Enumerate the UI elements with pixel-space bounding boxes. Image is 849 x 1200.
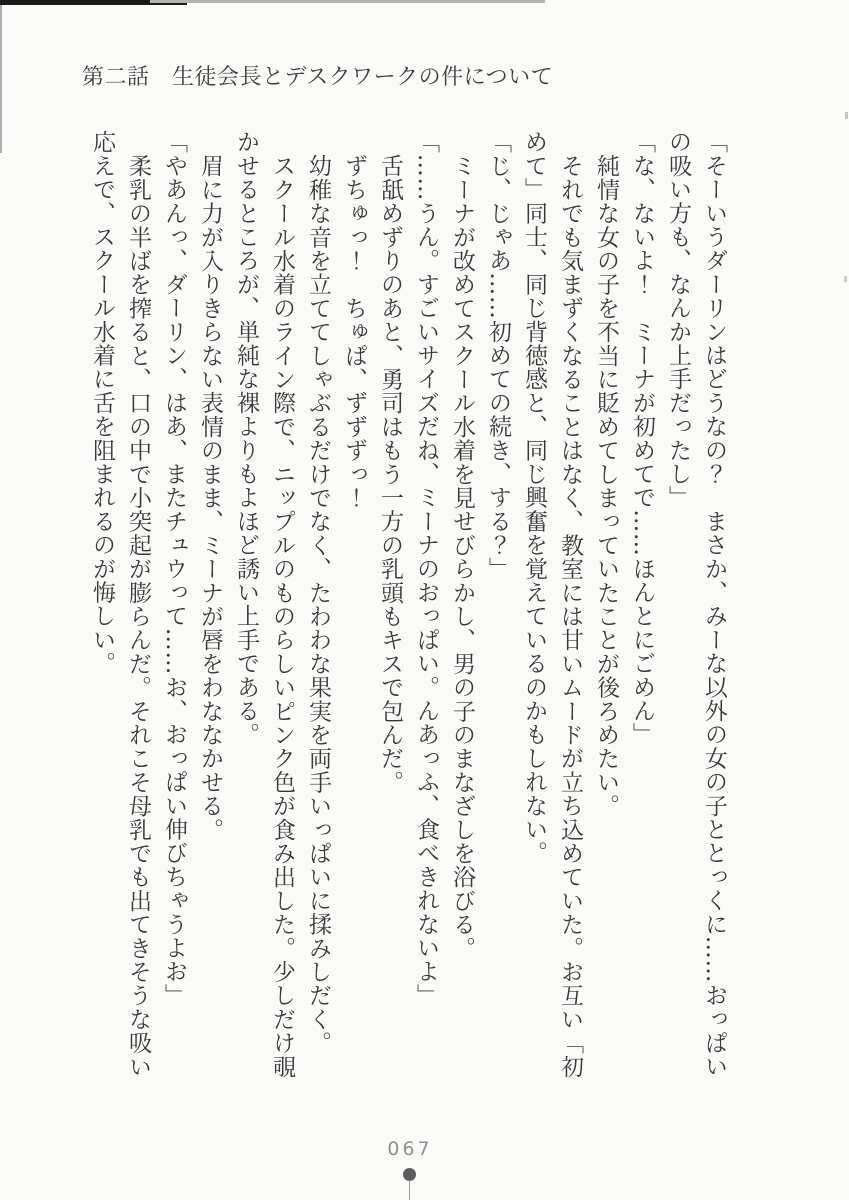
scan-artifact-top-light-line xyxy=(150,0,545,3)
text-column-line: かせるところが、単純な裸よりもよほど誘い上手である。 xyxy=(233,130,259,747)
text-column-line: 眉に力が入りきらない表情のまま、ミーナが唇をわななかせる。 xyxy=(197,154,223,842)
body-text-vertical xyxy=(84,130,732,1088)
page-number: 067 xyxy=(387,1138,433,1160)
text-column-line: の吸い方も、なんか上手だったし」 xyxy=(665,130,691,510)
text-column-line: 「な、ないよ！ ミーナが初めてで……ほんとにごめん」 xyxy=(629,130,655,747)
dot-stem-ornament-icon xyxy=(396,1166,424,1200)
text-column-line: 「じ、じゃあ……初めての続き、する？」 xyxy=(485,130,511,581)
text-column-line: 幼稚な音を立ててしゃぶるだけでなく、たわわな果実を両手いっぱいに揉みしだく。 xyxy=(305,154,331,1055)
text-column-line: めて」同士、同じ背徳感と、同じ興奮を覚えているのかもしれない。 xyxy=(521,130,547,865)
scan-artifact-speck xyxy=(844,276,847,282)
text-column-line: 応えで、スクール水着に舌を阻まれるのが悔しい。 xyxy=(89,130,115,676)
ornament-stem xyxy=(409,1180,410,1200)
text-column-line: 純情な女の子を不当に貶めてしまっていたことが後ろめたい。 xyxy=(593,154,619,818)
text-column-line: ずちゅっ！ ちゅぱ、ずずずっ！ xyxy=(341,154,367,510)
text-column-line: 「やあんっ、ダーリン、はあ、またチュウって……お、おっぱい伸びちゃうよお」 xyxy=(161,130,187,1007)
scan-artifact-speck xyxy=(845,112,848,119)
text-column-line: 「そーいうダーリンはどうなの？ まさか、みーな以外の女の子ととっくに……おっぱい xyxy=(701,130,727,1078)
chapter-title: 第二話 生徒会長とデスクワークの件について xyxy=(82,65,554,90)
text-column-line: ミーナが改めてスクール水着を見せびらかし、男の子のまなざしを浴びる。 xyxy=(449,154,475,960)
text-column-line: 柔乳の半ばを搾ると、口の中で小突起が膨らんだ。それこそ母乳でも出てきそうな吸い xyxy=(125,154,151,1079)
scan-artifact-left-edge-line xyxy=(0,5,2,153)
text-column-line: それでも気まずくなることはなく、教室には甘いムードが立ち込めていた。お互い「初 xyxy=(557,154,583,1079)
text-column-line: スクール水着のライン際で、ニップルのものらしいピンク色が食み出した。少しだけ覗 xyxy=(269,154,295,1079)
text-column-line: 「……うん。すごいサイズだね、ミーナのおっぱい。んあっふ、食べきれないよ」 xyxy=(413,130,439,1007)
text-column-line: 舌舐めずりのあと、勇司はもう一方の乳頭もキスで包んだ。 xyxy=(377,154,403,794)
